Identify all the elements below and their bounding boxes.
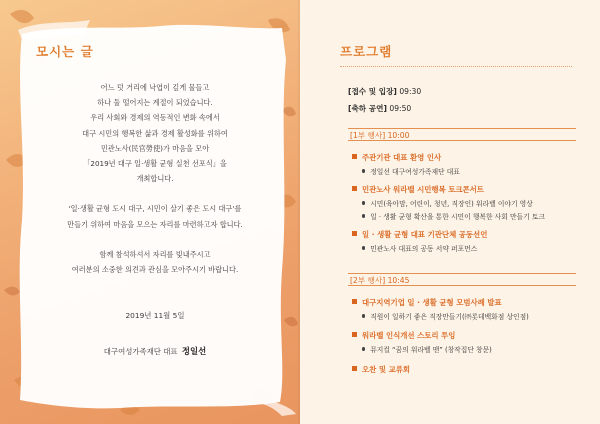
- paragraph-line: 「2019년 대구 일·생활 균형 실천 선포식」을: [83, 159, 227, 169]
- paragraph-line: 어느 덧 거리에 낙엽이 깊게 물들고: [100, 83, 210, 92]
- square-bullet-icon: [352, 231, 357, 236]
- paragraph-line: '일·생활 균형 도시 대구, 시민이 살기 좋은 도시 대구'를: [68, 204, 242, 214]
- paragraph-line: 대구 시민의 행복한 삶과 경제 활성화를 위하여: [82, 128, 228, 138]
- program-item: 주관기관 대표 환영 인사: [352, 152, 441, 163]
- paragraph-line: 함께 참석하셔서 자리를 빛내주시고: [99, 249, 211, 259]
- session-1-label: [1부 행사] 10:00: [350, 131, 410, 140]
- program-subitem: 시민(육아맘, 어린이, 청년, 직장인) 워라밸 이야기 영상: [362, 198, 533, 208]
- program-subitem: 정일선 대구여성가족재단 대표: [362, 166, 460, 176]
- program-subitem: 민관노사 대표의 공동 서약 퍼포먼스: [362, 243, 477, 253]
- dot-bullet-icon: [362, 201, 365, 204]
- program-subitem: 직원이 일하기 좋은 직장만들기(㈜롯데백화점 상인점): [362, 311, 529, 321]
- signature: [40, 345, 270, 357]
- square-bullet-icon: [352, 186, 357, 191]
- paragraph-line: 우리 사회와 경제의 역동적인 변화 속에서: [90, 113, 220, 123]
- paragraph-line: 여러분의 소중한 의견과 관심을 모아주시기 바랍니다.: [71, 265, 239, 275]
- registration-line: [348, 86, 421, 97]
- registration-label: [접수 및 입장]: [348, 87, 397, 96]
- registration-time: 09:30: [399, 87, 422, 96]
- dot-bullet-icon: [362, 246, 365, 249]
- square-bullet-icon: [352, 366, 357, 371]
- session-1-header: [348, 128, 576, 141]
- invitation-date: 2019년 11월 5일: [125, 311, 185, 320]
- performance-line: [348, 103, 411, 114]
- program-subitem: 뮤지컬 “꿈의 워라벨 맨” (창작집단 창문): [362, 344, 492, 354]
- dot-bullet-icon: [362, 169, 365, 172]
- performance-label: [축하 공연]: [348, 104, 387, 113]
- invitation-title: 모시는 글: [36, 44, 94, 59]
- session-2-label: [2부 행사] 10:45: [350, 276, 410, 285]
- paragraph-line: 개최합니다.: [136, 174, 174, 184]
- paragraph-line: 만들기 위하여 마음을 모으는 자리를 마련하고자 합니다.: [67, 219, 243, 229]
- square-bullet-icon: [352, 154, 357, 159]
- session-2-header: [348, 273, 576, 286]
- program-item: 대구지역기업 일 · 생활 균형 모범사례 발표: [352, 297, 502, 308]
- paragraph-line: 민관노사(民官勞使)가 마음을 모아: [100, 143, 210, 153]
- dot-bullet-icon: [362, 214, 365, 217]
- paragraph-line: 하나 둘 떨어지는 계절이 되었습니다.: [97, 98, 213, 108]
- program-title: 프로그램: [340, 44, 393, 59]
- signature-org: 대구여성가족재단 대표: [103, 347, 178, 356]
- square-bullet-icon: [352, 299, 357, 304]
- program-item: 워라밸 인식개선 스토리 투잉: [352, 330, 455, 341]
- title-divider: [340, 66, 572, 67]
- program-subitem: 일 · 생활 균형 확산을 통한 시민이 행복한 사회 만들기 토크: [362, 211, 545, 221]
- signature-name: 정일선: [181, 346, 207, 356]
- dot-bullet-icon: [362, 347, 365, 350]
- program-item: 일 · 생활 균형 대표 기관단체 공동선언: [352, 229, 487, 240]
- program-item: 민관노사 워라밸 시민행복 토크콘서트: [352, 184, 484, 195]
- program-page: [300, 0, 600, 424]
- invitation-body: [40, 80, 270, 277]
- dot-bullet-icon: [362, 314, 365, 317]
- square-bullet-icon: [352, 332, 357, 337]
- performance-time: 09:50: [389, 104, 412, 113]
- program-item: 오찬 및 교류회: [352, 364, 410, 375]
